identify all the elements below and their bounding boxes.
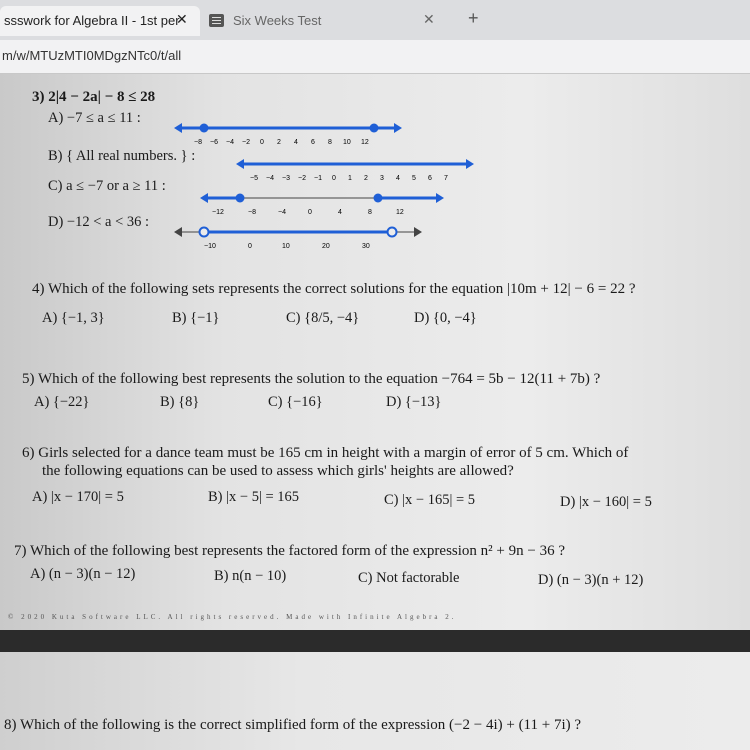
- q7-option-a: A) (n − 3)(n − 12): [30, 566, 136, 582]
- tick-label: 2: [364, 175, 368, 182]
- tick-label: −2: [298, 175, 306, 182]
- tick-label: 12: [396, 209, 404, 216]
- tick-label: 30: [362, 243, 370, 250]
- q5-option-a: A) {−22}: [34, 394, 90, 410]
- q4-option-c: C) {8/5, −4}: [286, 310, 360, 326]
- tick-label: 20: [322, 243, 330, 250]
- tick-label: 0: [308, 209, 312, 216]
- tick-label: 0: [260, 139, 264, 146]
- tick-label: −6: [210, 139, 218, 146]
- tick-label: 4: [294, 139, 298, 146]
- tick-label: −8: [194, 139, 202, 146]
- q3-option-b: B) { All real numbers. } :: [48, 148, 196, 164]
- copyright-footer: © 2020 Kuta Software LLC. All rights reserved. Made with Infinite Algebra 2.: [8, 613, 457, 621]
- q6-option-d: D) |x − 160| = 5: [560, 494, 652, 510]
- q7-option-c: C) Not factorable: [358, 570, 460, 586]
- tick-label: 8: [328, 139, 332, 146]
- tick-label: 7: [444, 175, 448, 182]
- q5-option-b: B) {8}: [160, 394, 200, 410]
- tick-label: 5: [412, 175, 416, 182]
- question-4: 4) Which of the following sets represents the correct solutions for the equation |10m + 12| − 6 = 22 ?: [32, 281, 636, 297]
- tick-label: −4: [226, 139, 234, 146]
- tick-label: −12: [212, 209, 224, 216]
- q6-option-c: C) |x − 165| = 5: [384, 492, 476, 508]
- tick-label: −8: [248, 209, 256, 216]
- q6-option-a: A) |x − 170| = 5: [32, 489, 124, 505]
- tick-label: 6: [428, 175, 432, 182]
- q7-option-d: D) (n − 3)(n + 12): [538, 572, 644, 588]
- q3-option-c: C) a ≤ −7 or a ≥ 11 :: [48, 178, 166, 194]
- tick-label: 4: [396, 175, 400, 182]
- tick-label: 1: [348, 175, 352, 182]
- question-6-line-2: the following equations can be used to assess which girls' heights are allowed?: [42, 463, 514, 479]
- tick-label: 8: [368, 209, 372, 216]
- number-line-c: [200, 188, 450, 218]
- close-icon[interactable]: ✕: [423, 11, 435, 27]
- question-3: 3) 2|4 − 2a| − 8 ≤ 28: [32, 89, 156, 105]
- worksheet-page-2: [0, 652, 750, 750]
- tab-six-weeks-test[interactable]: [205, 6, 455, 36]
- q4-option-a: A) {−1, 3}: [42, 310, 105, 326]
- tick-label: 0: [248, 243, 252, 250]
- q3-option-a: A) −7 ≤ a ≤ 11 :: [48, 110, 141, 126]
- number-line-a: [174, 118, 404, 148]
- number-line-d: [174, 222, 424, 252]
- tick-label: 10: [343, 139, 351, 146]
- q5-option-d: D) {−13}: [386, 394, 442, 410]
- tick-label: −2: [242, 139, 250, 146]
- close-icon[interactable]: ✕: [176, 11, 188, 27]
- question-5: 5) Which of the following best represents the solution to the equation −764 = 5b − 12(11 + 7b) ?: [22, 371, 601, 387]
- question-8: 8) Which of the following is the correct simplified form of the expression (−2 − 4i) + (11 + 7i) ?: [4, 717, 582, 733]
- q5-option-c: C) {−16}: [268, 394, 323, 410]
- tick-label: 10: [282, 243, 290, 250]
- tab-label: Six Weeks Test: [233, 13, 322, 28]
- address-bar[interactable]: [0, 40, 750, 74]
- tick-label: −10: [204, 243, 216, 250]
- tab-coursework[interactable]: [0, 6, 200, 36]
- browser-tab-bar: [0, 0, 750, 40]
- tick-label: −4: [278, 209, 286, 216]
- url-text: m/w/MTUzMTI0MDgzNTc0/t/all: [2, 48, 182, 63]
- tab-label: ssswork for Algebra II - 1st per: [4, 13, 180, 28]
- tick-label: 3: [380, 175, 384, 182]
- tick-label: 2: [277, 139, 281, 146]
- question-6: 6) Girls selected for a dance team must be 165 cm in height with a margin of error of 5 cm. Which of: [22, 445, 629, 461]
- tick-label: 4: [338, 209, 342, 216]
- form-icon: [209, 14, 224, 27]
- q3-option-d: D) −12 < a < 36 :: [48, 214, 150, 230]
- q4-option-b: B) {−1}: [172, 310, 220, 326]
- tick-label: −3: [282, 175, 290, 182]
- tick-label: 0: [332, 175, 336, 182]
- tick-label: −4: [266, 175, 274, 182]
- q4-option-d: D) {0, −4}: [414, 310, 477, 326]
- tick-label: 6: [311, 139, 315, 146]
- tick-label: 12: [361, 139, 369, 146]
- number-line-b: [236, 156, 476, 186]
- new-tab-button[interactable]: +: [468, 8, 479, 28]
- worksheet-page: [0, 74, 750, 630]
- q7-option-b: B) n(n − 10): [214, 568, 287, 584]
- q6-option-b: B) |x − 5| = 165: [208, 489, 300, 505]
- question-7: 7) Which of the following best represents the factored form of the expression n² + 9n − 36 ?: [14, 543, 565, 559]
- tick-label: −1: [314, 175, 322, 182]
- tick-label: −5: [250, 175, 258, 182]
